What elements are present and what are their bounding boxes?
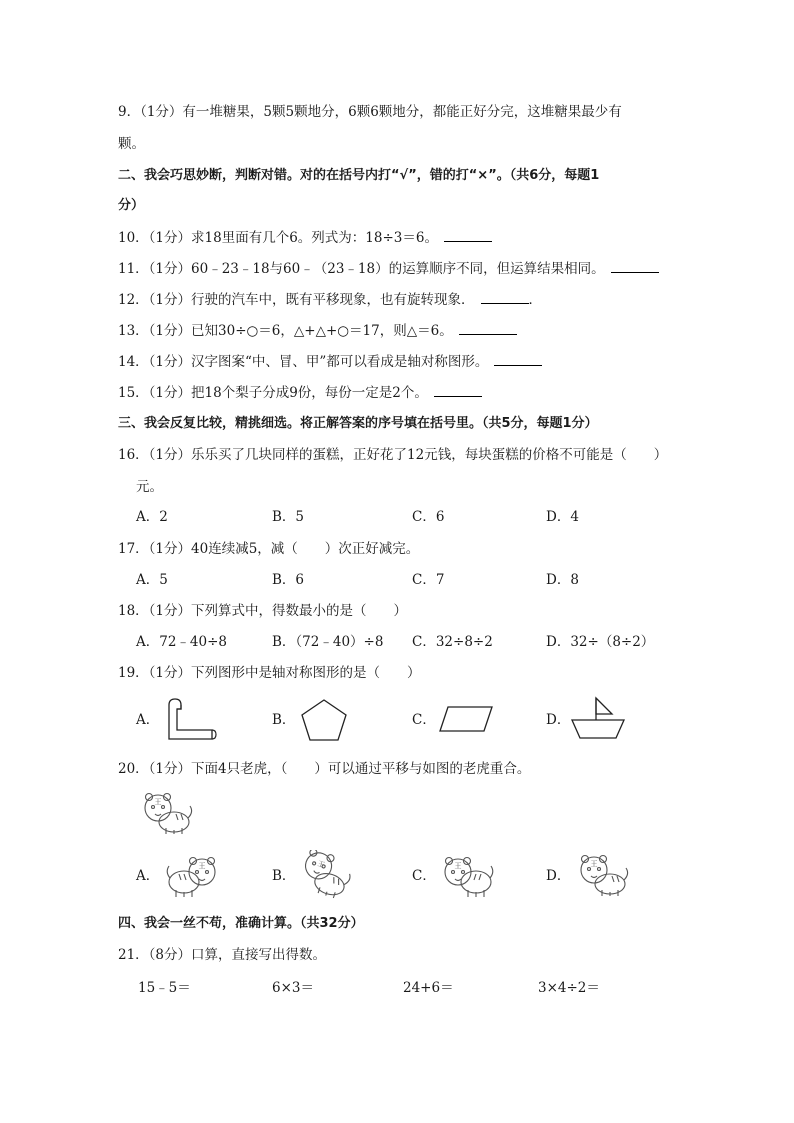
calc-item: 24+6＝ [403, 980, 454, 996]
question-11 [118, 259, 659, 279]
question-12 [118, 290, 542, 310]
question-11-text: 11．（1分）60﹣23﹣18与60﹣（23﹣18）的运算顺序不同，但运算结果相同。 [118, 261, 605, 277]
question-12-text: 12．（1分）行驶的汽车中，既有平移现象，也有旋转现象． [118, 292, 475, 308]
question-15-text: 15．（1分）把18个梨子分成9份，每份一定是2个。 [118, 385, 428, 401]
tiger-d-icon [572, 852, 632, 900]
option-c[interactable]: C．7 [412, 572, 445, 588]
parallelogram-figure-icon [436, 704, 496, 734]
option-c[interactable]: C．32÷8÷2 [412, 634, 493, 650]
tiger-a-icon [162, 852, 222, 900]
question-19-stem: 19．（1分）下列图形中是轴对称图形的是（ ） [118, 665, 421, 681]
section-2-heading-line1: 二、我会巧思妙断，判断对错。对的在括号内打“√”，错的打“×”。（共6分，每题1 [118, 168, 600, 183]
answer-blank[interactable] [481, 290, 529, 304]
tiger-reference-icon [136, 790, 196, 836]
tiger-forehead-glyph: 王 [590, 860, 598, 868]
option-a[interactable]: A．2 [136, 509, 168, 525]
question-15 [118, 383, 482, 403]
question-17-stem: 17．（1分）40连续减5，减（ ）次正好减完。 [118, 541, 420, 557]
option-d[interactable]: D． [546, 712, 571, 728]
option-c[interactable]: C． [412, 868, 436, 884]
answer-blank[interactable] [444, 228, 492, 242]
option-d[interactable]: D．4 [546, 509, 579, 525]
option-c[interactable]: C．6 [412, 509, 445, 525]
tiger-forehead-glyph: 王 [198, 862, 206, 870]
option-a[interactable]: A． [136, 712, 160, 728]
question-10-text: 10．（1分）求18里面有几个6。列式为：18÷3＝6。 [118, 230, 438, 246]
option-b[interactable]: B． [272, 868, 296, 884]
question-13-text: 13．（1分）已知30÷○＝6，△+△+○＝17，则△＝6。 [118, 323, 453, 339]
option-c[interactable]: C． [412, 712, 436, 728]
tiger-forehead-glyph: 王 [316, 859, 326, 870]
l-shape-figure-icon [160, 697, 220, 743]
option-d[interactable]: D．8 [546, 572, 579, 588]
answer-blank[interactable] [434, 383, 482, 397]
tiger-b-icon [294, 850, 354, 900]
option-a[interactable]: A．5 [136, 572, 168, 588]
answer-blank[interactable] [611, 259, 659, 273]
question-16-line1: 16．（1分）乐乐买了几块同样的蛋糕，正好花了12元钱，每块蛋糕的价格不可能是（ ） [118, 447, 668, 463]
section-3-heading: 三、我会反复比较，精挑细选。将正解答案的序号填在括号里。（共5分，每题1分） [118, 416, 598, 431]
calc-item: 6×3＝ [272, 980, 314, 996]
tiger-c-icon [438, 852, 498, 900]
question-9-line2: 颗。 [118, 136, 145, 152]
tiger-forehead-glyph: 王 [454, 862, 462, 870]
section-2-heading-line2: 分） [118, 198, 145, 213]
answer-blank[interactable] [459, 321, 517, 335]
question-14 [118, 352, 542, 372]
option-d[interactable]: D．32÷（8÷2） [546, 634, 655, 650]
section-4-heading: 四、我会一丝不苟，准确计算。（共32分） [118, 916, 364, 931]
option-a[interactable]: A．72﹣40÷8 [136, 634, 228, 650]
option-b[interactable]: B．6 [272, 572, 305, 588]
question-12-tail: ． [528, 292, 543, 308]
question-13 [118, 321, 517, 341]
option-b[interactable]: B．（72﹣40）÷8 [272, 634, 384, 650]
calc-item: 15﹣5＝ [138, 980, 191, 996]
answer-blank[interactable] [494, 352, 542, 366]
option-a[interactable]: A． [136, 868, 160, 884]
question-9-line1: 9．（1分）有一堆糖果，5颗5颗地分，6颗6颗地分，都能正好分完，这堆糖果最少有 [118, 104, 622, 120]
question-14-text: 14．（1分）汉字图案“中、冒、甲”都可以看成是轴对称图形。 [118, 354, 489, 370]
question-20-stem: 20．（1分）下面4只老虎，（ ）可以通过平移与如图的老虎重合。 [118, 761, 531, 777]
boat-figure-icon [568, 694, 628, 742]
question-16-line2: 元。 [136, 479, 163, 495]
option-b[interactable]: B．5 [272, 509, 305, 525]
calc-item: 3×4÷2＝ [538, 980, 600, 996]
option-b[interactable]: B． [272, 712, 296, 728]
question-21-stem: 21．（8分）口算，直接写出得数。 [118, 947, 327, 963]
question-10 [118, 228, 492, 248]
tiger-forehead-glyph: 王 [154, 798, 162, 806]
question-18-stem: 18．（1分）下列算式中，得数最小的是（ ） [118, 603, 408, 619]
pentagon-figure-icon [298, 697, 350, 743]
option-d[interactable]: D． [546, 868, 571, 884]
